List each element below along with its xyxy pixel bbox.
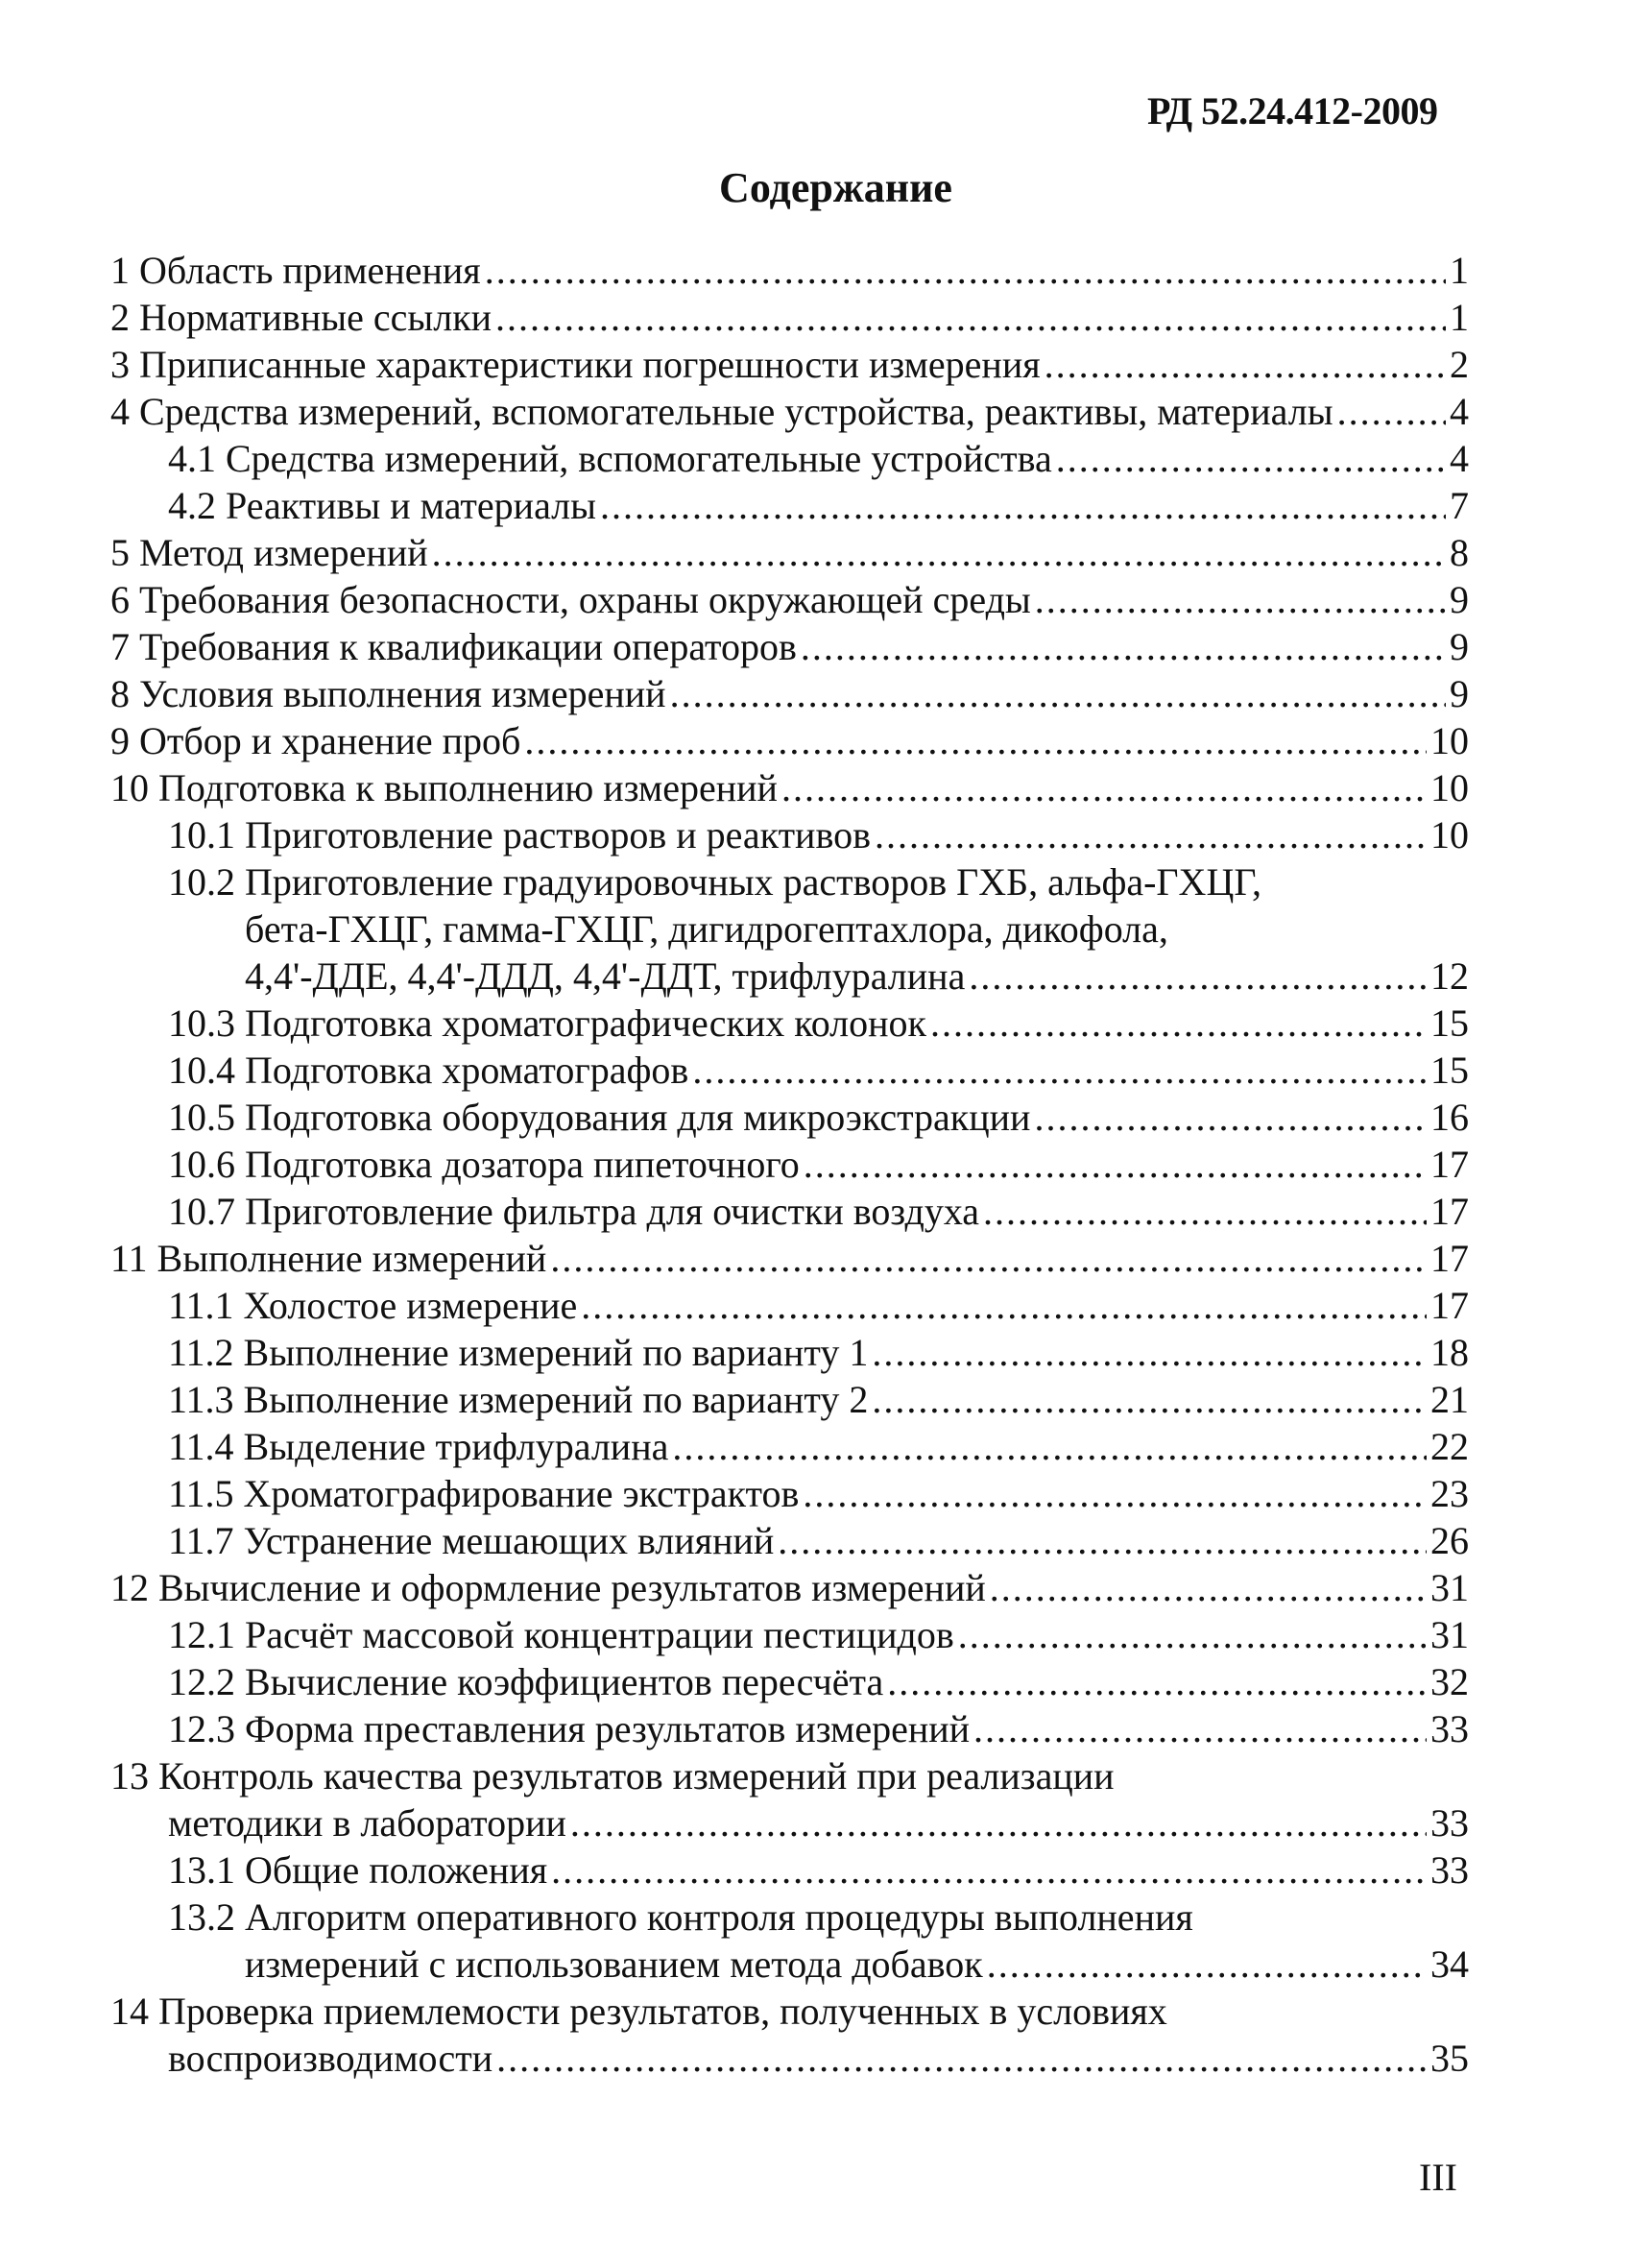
toc-entry-title: 11 Выполнение измерений xyxy=(110,1237,547,1280)
toc-dot-leader xyxy=(550,1235,1427,1282)
document-header-code: РД 52.24.412-2009 xyxy=(1147,89,1438,133)
toc-entry-page: 10 xyxy=(1430,719,1469,762)
toc-entry-title: 9 Отбор и хранение проб xyxy=(110,719,521,762)
table-of-contents xyxy=(110,247,1469,2082)
toc-entry-title: 5 Метод измерений xyxy=(110,531,428,574)
toc-entry-title: 7 Требования к квалификации операторов xyxy=(110,625,797,668)
toc-entry-page: 2 xyxy=(1450,343,1469,386)
toc-entry[interactable] xyxy=(110,529,1469,576)
toc-dot-leader xyxy=(1045,341,1446,388)
toc-entry-page: 26 xyxy=(1430,1519,1469,1562)
toc-entry[interactable] xyxy=(110,435,1469,482)
toc-entry-title: 12.3 Форма преставления результатов измерений xyxy=(168,1707,971,1750)
toc-entry[interactable] xyxy=(110,247,1469,294)
toc-entry-title: 13.2 Алгоритм оперативного контроля процедуры выполнения xyxy=(168,1895,1193,1939)
toc-entry-title: 13 Контроль качества результатов измерений при реализации xyxy=(110,1754,1115,1798)
toc-dot-leader xyxy=(495,294,1446,341)
toc-entry-page: 9 xyxy=(1450,672,1469,715)
toc-dot-leader xyxy=(1035,576,1446,623)
toc-entry[interactable] xyxy=(110,1658,1469,1705)
toc-entry[interactable] xyxy=(110,953,1469,1000)
toc-entry-title: воспроизводимости xyxy=(168,2037,493,2080)
toc-entry-title: 10.5 Подготовка оборудования для микроэкстракции xyxy=(168,1096,1031,1139)
toc-entry-title: 11.4 Выделение трифлуралина xyxy=(168,1425,669,1468)
toc-entry[interactable] xyxy=(110,905,1469,953)
toc-entry-page: 17 xyxy=(1430,1284,1469,1327)
toc-entry-page: 21 xyxy=(1430,1378,1469,1421)
toc-entry-page: 9 xyxy=(1450,625,1469,668)
toc-entry-title: 12.2 Вычисление коэффициентов пересчёта xyxy=(168,1660,884,1703)
toc-entry[interactable] xyxy=(110,1705,1469,1752)
toc-entry-page: 31 xyxy=(1430,1566,1469,1609)
toc-entry-page: 1 xyxy=(1450,296,1469,339)
toc-dot-leader xyxy=(983,1188,1427,1235)
toc-dot-leader xyxy=(987,1941,1427,1988)
toc-entry[interactable] xyxy=(110,1423,1469,1470)
page-number: III xyxy=(1419,2156,1457,2199)
toc-entry[interactable] xyxy=(110,1282,1469,1329)
toc-entry[interactable] xyxy=(110,1000,1469,1047)
toc-entry-title: 3 Приписанные характеристики погрешности измерения xyxy=(110,343,1041,386)
toc-entry[interactable] xyxy=(110,1329,1469,1376)
toc-entry[interactable] xyxy=(110,858,1469,905)
toc-entry-title: 4 Средства измерений, вспомогательные устройства, реактивы, материалы xyxy=(110,390,1333,433)
toc-entry[interactable] xyxy=(110,1047,1469,1094)
toc-entry-page: 1 xyxy=(1450,249,1469,292)
toc-entry[interactable] xyxy=(110,1188,1469,1235)
toc-entry-title: 10.4 Подготовка хроматографов xyxy=(168,1049,689,1092)
toc-entry-page: 34 xyxy=(1430,1942,1469,1986)
toc-dot-leader xyxy=(872,1329,1427,1376)
toc-entry[interactable] xyxy=(110,341,1469,388)
toc-dot-leader xyxy=(990,1564,1427,1611)
toc-entry[interactable] xyxy=(110,670,1469,717)
toc-entry[interactable] xyxy=(110,2035,1469,2082)
toc-entry-page: 35 xyxy=(1430,2037,1469,2080)
toc-entry[interactable] xyxy=(110,1752,1469,1799)
toc-entry[interactable] xyxy=(110,388,1469,435)
toc-entry-title: 10 Подготовка к выполнению измерений xyxy=(110,766,778,809)
toc-entry-page: 4 xyxy=(1450,390,1469,433)
toc-entry-title: 11.1 Холостое измерение xyxy=(168,1284,578,1327)
toc-entry-title: 12.1 Расчёт массовой концентрации пестицидов xyxy=(168,1613,954,1656)
toc-entry[interactable] xyxy=(110,294,1469,341)
toc-dot-leader xyxy=(496,2035,1427,2082)
toc-dot-leader xyxy=(432,529,1446,576)
toc-dot-leader xyxy=(1056,435,1446,482)
toc-entry[interactable] xyxy=(110,1517,1469,1564)
toc-entry-page: 15 xyxy=(1430,1049,1469,1092)
toc-dot-leader xyxy=(801,623,1446,670)
toc-entry[interactable] xyxy=(110,764,1469,811)
toc-entry-page: 33 xyxy=(1430,1707,1469,1750)
toc-entry-page: 18 xyxy=(1430,1331,1469,1374)
toc-dot-leader xyxy=(1034,1094,1427,1141)
toc-entry[interactable] xyxy=(110,1846,1469,1894)
toc-entry[interactable] xyxy=(110,1564,1469,1611)
toc-dot-leader xyxy=(670,670,1446,717)
toc-dot-leader xyxy=(778,1517,1427,1564)
toc-entry[interactable] xyxy=(110,1894,1469,1941)
toc-entry[interactable] xyxy=(110,576,1469,623)
toc-dot-leader xyxy=(973,1705,1427,1752)
toc-entry[interactable] xyxy=(110,1141,1469,1188)
toc-entry-page: 23 xyxy=(1430,1472,1469,1515)
toc-dot-leader xyxy=(600,482,1446,529)
toc-entry-title: 6 Требования безопасности, охраны окружающей среды xyxy=(110,578,1031,621)
toc-entry[interactable] xyxy=(110,482,1469,529)
toc-dot-leader xyxy=(672,1423,1427,1470)
toc-entry-page: 10 xyxy=(1430,766,1469,809)
page-title: Содержание xyxy=(719,164,952,211)
toc-entry-title: 14 Проверка приемлемости результатов, полученных в условиях xyxy=(110,1990,1167,2033)
toc-entry-title: 12 Вычисление и оформление результатов измерений xyxy=(110,1566,986,1609)
toc-dot-leader xyxy=(581,1282,1427,1329)
toc-dot-leader xyxy=(803,1470,1427,1517)
toc-dot-leader xyxy=(551,1846,1427,1894)
toc-entry-title: 4.2 Реактивы и материалы xyxy=(168,484,597,527)
toc-entry-page: 15 xyxy=(1430,1001,1469,1045)
toc-entry-page: 16 xyxy=(1430,1096,1469,1139)
toc-entry-page: 10 xyxy=(1430,813,1469,857)
toc-entry-page: 4 xyxy=(1450,437,1469,480)
toc-dot-leader xyxy=(1337,388,1446,435)
toc-entry-page: 12 xyxy=(1430,954,1469,998)
toc-entry-page: 9 xyxy=(1450,578,1469,621)
toc-entry-title: 10.1 Приготовление растворов и реактивов xyxy=(168,813,871,857)
toc-entry-title: 11.2 Выполнение измерений по варианту 1 xyxy=(168,1331,869,1374)
toc-dot-leader xyxy=(804,1141,1427,1188)
toc-entry-title: 11.7 Устранение мешающих влияний xyxy=(168,1519,775,1562)
toc-entry[interactable] xyxy=(110,1988,1469,2035)
toc-entry-title: 10.2 Приготовление градуировочных растворов ГХБ, альфа-ГХЦГ, xyxy=(168,860,1261,904)
toc-entry-title: 10.3 Подготовка хроматографических колонок xyxy=(168,1001,926,1045)
toc-entry-page: 33 xyxy=(1430,1801,1469,1845)
toc-entry-title: 2 Нормативные ссылки xyxy=(110,296,492,339)
toc-entry-title: 8 Условия выполнения измерений xyxy=(110,672,666,715)
toc-entry-page: 17 xyxy=(1430,1143,1469,1186)
toc-entry-title: 4,4'-ДДЕ, 4,4'-ДДД, 4,4'-ДДТ, трифлуралина xyxy=(245,954,966,998)
toc-entry-title: 11.3 Выполнение измерений по варианту 2 xyxy=(168,1378,869,1421)
toc-entry-page: 31 xyxy=(1430,1613,1469,1656)
toc-dot-leader xyxy=(524,717,1427,764)
toc-entry-title: 1 Область применения xyxy=(110,249,481,292)
toc-dot-leader xyxy=(887,1658,1427,1705)
toc-entry-title: измерений с использованием метода добавок xyxy=(245,1942,983,1986)
toc-entry-title: 11.5 Хроматографирование экстрактов xyxy=(168,1472,800,1515)
toc-entry-page: 8 xyxy=(1450,531,1469,574)
toc-entry-title: 10.7 Приготовление фильтра для очистки воздуха xyxy=(168,1190,980,1233)
toc-entry-title: бета-ГХЦГ, гамма-ГХЦГ, дигидрогептахлора, дикофола, xyxy=(245,907,1168,951)
toc-entry[interactable] xyxy=(110,717,1469,764)
toc-dot-leader xyxy=(875,811,1427,858)
toc-entry[interactable] xyxy=(110,1611,1469,1658)
toc-dot-leader xyxy=(958,1611,1427,1658)
toc-entry[interactable] xyxy=(110,1799,1469,1846)
toc-entry[interactable] xyxy=(110,623,1469,670)
toc-entry[interactable] xyxy=(110,1235,1469,1282)
toc-entry-page: 17 xyxy=(1430,1190,1469,1233)
toc-entry-title: 10.6 Подготовка дозатора пипеточного xyxy=(168,1143,800,1186)
toc-dot-leader xyxy=(872,1376,1427,1423)
toc-dot-leader xyxy=(485,247,1446,294)
toc-entry[interactable] xyxy=(110,1470,1469,1517)
toc-entry[interactable] xyxy=(110,1094,1469,1141)
toc-entry-title: методики в лаборатории xyxy=(168,1801,566,1845)
toc-entry-page: 22 xyxy=(1430,1425,1469,1468)
toc-entry-page: 32 xyxy=(1430,1660,1469,1703)
toc-entry[interactable] xyxy=(110,1376,1469,1423)
toc-entry-title: 4.1 Средства измерений, вспомогательные устройства xyxy=(168,437,1052,480)
toc-dot-leader xyxy=(692,1047,1427,1094)
toc-dot-leader xyxy=(570,1799,1427,1846)
toc-entry-page: 17 xyxy=(1430,1237,1469,1280)
toc-dot-leader xyxy=(781,764,1427,811)
toc-entry-page: 33 xyxy=(1430,1848,1469,1892)
toc-dot-leader xyxy=(969,953,1427,1000)
toc-dot-leader xyxy=(930,1000,1427,1047)
toc-entry-title: 13.1 Общие положения xyxy=(168,1848,548,1892)
toc-entry[interactable] xyxy=(110,1941,1469,1988)
toc-entry-page: 7 xyxy=(1450,484,1469,527)
toc-entry[interactable] xyxy=(110,811,1469,858)
